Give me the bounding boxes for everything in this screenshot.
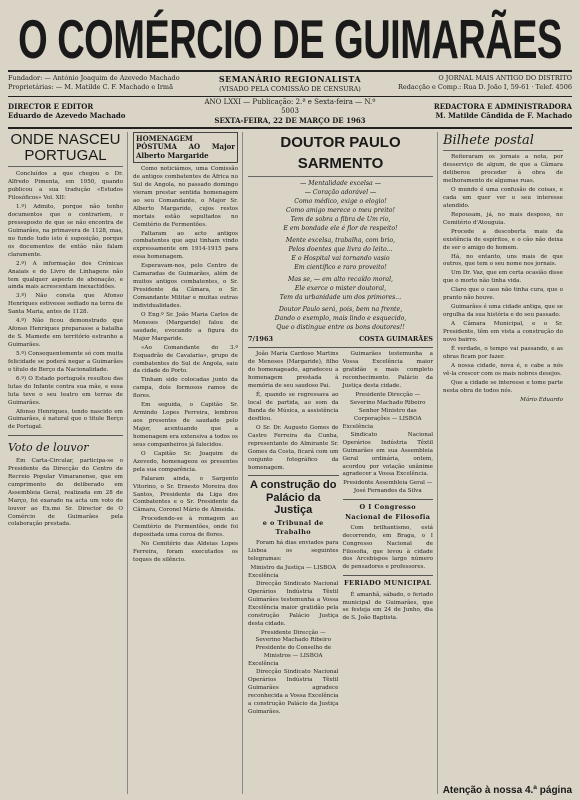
column-2 xyxy=(133,132,243,794)
date-line: SEXTA-FEIRA, 22 DE MARÇO DE 1963 xyxy=(214,115,366,125)
verse-line: Pelos doentes que livra do leito... xyxy=(288,246,393,254)
paragraph: 1.º) Admito, porque não tenho documentos que o contrariem, o pressuposto de que se não encontra de Guimarães, na primavera de 1128, mas, no fundo tudo isto é suposição, porque os documentos de então não falam claramente. xyxy=(8,204,123,258)
paragraph: Procede a descoberta mais da existência de espíritos, e o cão não deixa de ser o amigo do homem. xyxy=(443,228,563,251)
paragraph: 2.º) A informação dos Crónicas Anaiais e do Livro de Linhagens não tem qualquer aspecto de abonação, e ainda mais acrescentam inexactidões. xyxy=(8,260,123,291)
telegram-recipient: Presidente do Conselho de Ministros — LISBOA xyxy=(255,645,332,660)
paragraph: A nossa cidade, nova é, e cabe a nós vê-la crescer com os mais nobres desejos. xyxy=(443,362,563,377)
paragraph: Faltaram ao acto antigos combatentes que aqui tinham vindo expressamente em 1914-1915 para essa homenagem. xyxy=(133,230,238,261)
paragraph: Foram há dias enviados para Lisboa os seguintes telegramas: xyxy=(248,540,339,563)
headline-congresso: O I Congresso Nacional de Filosofia xyxy=(345,503,431,521)
split-columns xyxy=(248,351,433,717)
owners-line: Proprietárias: — M. Matilde C. F. Machado e Irmã xyxy=(8,82,173,91)
divider xyxy=(343,499,434,500)
issue-block xyxy=(196,98,384,125)
paragraph: Que a cidade se interesse e tome parte nesta obra de todos nós. xyxy=(443,379,563,394)
article-signature: Mário Eduardo xyxy=(520,397,563,404)
visado-line: (VISADO PELA COMISSÃO DE CENSURA) xyxy=(219,84,361,93)
subhead-tribunal: e o Tribunal de Trabalho xyxy=(262,518,324,536)
divider xyxy=(8,435,123,436)
headline-bilhete-postal: Bilhete postal xyxy=(443,132,563,151)
paragraph: Tinham sido colocadas junto da campa, dois formosos ramos de flores. xyxy=(133,377,238,400)
column-3 xyxy=(248,132,438,794)
paragraph: Direcção Sindicato Nacional Operários Indústria Têxtil Guimarães agradece reconhecida a Vossa Excelência a construção Palácio da Justiça Guimarães. xyxy=(248,669,339,715)
article-columns xyxy=(8,129,572,794)
paragraph: Direcção Sindicato Nacional Operários Indústria Têxtil Guimarães testemunha a Vossa Excelência maior gratidão pela construção Palácio Justiça desta cidade. xyxy=(248,580,339,627)
date-row xyxy=(8,97,572,129)
verse-line: Mente excelsa, trabalha, com brio, xyxy=(285,237,396,245)
paragraph: O Sr. Dr. Augusto Gomes de Castro Ferreira da Cunha, representante do Almirante Sr. Gomes da Costa, ficará com um conjunto fotográfico da homenagem. xyxy=(248,424,339,471)
telegram-recipient: Senhor Ministro das Corporações — LISBOA xyxy=(353,407,422,422)
founder-line: Fundador: — António Joaquim de Azevedo Machado xyxy=(8,74,180,82)
paragraph: Como noticiámos, uma Comissão de antigos combatentes de África no Sul de Angola, no passado domingo vieram prestar sentida homenagem ao seu Comandante, o Major Sr. Alberto Margaride, cujos restos mortais estão sepultados no Cemitério de Fermentões. xyxy=(133,166,238,228)
paragraph: Há, no entanto, uns mais de que outros, que tem o seu nome nos jornais. xyxy=(443,253,563,268)
column-4 xyxy=(443,132,563,794)
headline-feriado: FERIADO MUNICIPAL xyxy=(343,579,432,588)
paragraph: Falaram ainda, o Sargento Vitorino, o Sr. Ernesto Moreira dos Santos, Presidente da Liga dos Combatentes e o Sr. Presidente da Câmara, Coronel Mário de Almeida. xyxy=(133,475,238,514)
issue-line: ANO LXXI — Publicação: 2.ª e Sexta-feira — N.º 5003 xyxy=(204,97,376,115)
telegram-recipient: Ministro da Justiça — LISBOA xyxy=(250,565,336,571)
verse-line: Mas se, — em alto recaído moral, xyxy=(287,276,394,284)
poem-author: COSTA GUIMARÃES xyxy=(359,335,433,344)
paragraph: O Capitão Sr. Joaquim de Azevedo, homenageou os presentes pela sua comparência. xyxy=(133,450,238,473)
admin-label: REDACTORA E ADMINISTRADORA xyxy=(433,102,572,112)
paragraph: Em Carta-Circular, participa-se o Presidente da Direcção do Centro de Recreio Popular Vimaranense, que em cumprimento do deliberado em Assembleia Geral, realizada em 28 de Março, foi exarado na acta um voto de louvor ao Ex.mo Sr. Director de O Comércio de Guimarães pela colaboração prestada. xyxy=(8,457,123,528)
verse-line: Dando o exemplo, mais lindo e esquecido, xyxy=(274,315,407,323)
verse-line: Tem da urbanidade um dos primores... xyxy=(279,294,402,302)
verse-line: Em científico e raro proveito! xyxy=(294,264,387,272)
paragraph: Procedendo-se à romagem ao Cemitério de Fermentões, onde foi depositada uma coroa de flores. xyxy=(133,516,238,539)
paragraph: Excelência xyxy=(248,661,279,668)
paragraph: «Ao Comandante do 3.º Esquadrão de Cavalaria», grupo de combatentes do Sul de Angola, saiu da cidade do Porto. xyxy=(133,344,238,375)
verse-line: Ele exerce o mister doutoral, xyxy=(294,285,387,293)
poem xyxy=(248,180,433,333)
telegram-signature: Presidente Direcção — Severino Machado Ribeiro xyxy=(255,629,331,644)
footer-notice: Atenção à nossa 4.ª página xyxy=(442,785,572,796)
paragraph: Guimarães testemunha a Vossa Excelência maior gratidão e mais completo reconhecimento. Palácio da Justiça desta cidade. xyxy=(342,351,433,390)
verse-line: Que o distingue entre os bons doutores!! xyxy=(276,324,405,332)
paragraph: Sindicato Nacional Operários Indústria Têxtil Guimarães em sua Assembleia Geral ordinária, ontem, acordou por votação unânime agradecer a Vossa Excelência. xyxy=(342,431,433,478)
paragraph: Excelência xyxy=(342,423,374,430)
divider xyxy=(343,575,434,576)
headline-palacio-justica: A construção do Palácio da Justiça xyxy=(250,479,337,516)
paragraph: João Maria Cardoso Martins de Meneses (Margaride), filho do homenageado, agradeceu a homenagem prestada à memória de seu saudoso Pai. xyxy=(248,351,339,390)
paragraph: Excelência xyxy=(248,572,279,579)
verse-line: Doutor Paulo será, pois, bem na frente, xyxy=(278,306,403,314)
director-label: DIRECTOR E EDITOR xyxy=(8,102,94,112)
column-1 xyxy=(8,132,128,794)
verse-line: E em bondade ele é flor de respeito! xyxy=(283,225,398,233)
verse-line: — Coração adorável — xyxy=(304,189,377,197)
poem-signature xyxy=(248,335,433,344)
paragraph: O Eng.º Sr. João Maria Carlos de Meneses (Margaride) falou de saudade, evocando a figura do Major Margaride. xyxy=(133,311,238,342)
telegram-signature: Presidente Assembleia Geral — José Fernandes da Silva xyxy=(343,480,433,495)
headline-homenagem: HOMENAGEM PÓSTUMA AO Major Alberto Margaride xyxy=(133,132,238,163)
headline-onde-nasceu: ONDE NASCEU PORTUGAL xyxy=(8,132,123,168)
paragraph: 3.º) Não consta que Afonso Henriques estivesse sediado na terra de Santa Maria, antes de 1128. xyxy=(8,293,123,316)
paragraph: No Cemitério das Aldeias Lopes Ferreira, foram executados os toques de silêncio. xyxy=(133,541,238,564)
paragraph: 5.º) Consequentemente só com muita felicidade se poderá negar a Guimarães o título de Berço da Nacionalidade. xyxy=(8,350,123,373)
paragraph: Guimarães é uma cidade antiga, que se orgulha da sua história e do seu passado. xyxy=(443,304,563,319)
verse-line: Como médico, exige o elogio! xyxy=(294,198,387,206)
director-block xyxy=(8,102,196,120)
paragraph: Com brilhantismo, está decorrendo, em Braga, o I Congresso Nacional de Filosofia, que levou à cidade dos Arcebispos largo número de pensadores e professores. xyxy=(342,524,433,571)
paragraph: É, quando se regressava ao local de partida, ao som da Banda de Música, a assistência desfilou. xyxy=(248,392,339,422)
paragraph: Repousam, já, no mais desposo, no Cemitério d'Atouguia. xyxy=(443,211,563,226)
paragraph: Afonso Henriques, tendo nascido em Guimarães, é natural que o titule Berço de Portugal. xyxy=(8,408,123,431)
paragraph: A Câmara Municipal, e o Sr. Presidente, têm em vista a construção do novo bairro. xyxy=(443,321,563,343)
split-left xyxy=(248,351,339,717)
paragraph: 4.º) Não ficou demonstrado que Afonso Henriques preparasse a batalha de S. Mamede em território estranho a Guimarães. xyxy=(8,318,123,349)
paragraph: Claro que o caso não tinha cura, que o pranto não houve. xyxy=(443,287,563,302)
masthead-title: O COMÉRCIO DE GUIMARÃES xyxy=(18,10,562,71)
split-right xyxy=(343,351,434,717)
divider xyxy=(248,347,433,348)
poem-date: 7/1963 xyxy=(248,335,273,344)
paragraph: Esperavam-nos, pelo Centro de Camaradas de Guimarães, além de muitos antigos combatentes, o Sr. Presidente da Câmara, o Sr. Comandante Militar e muitas outras individualidades. xyxy=(133,263,238,309)
verse-line: E o Hospital vai tornando vasio xyxy=(291,255,390,263)
divider xyxy=(248,475,339,476)
admin-block xyxy=(384,102,572,120)
paragraph: Em seguida, o Capitão Sr. Armindo Lopes Ferreira, lembrou aos presentes de saudade pelo Major, acentuando que a homenagem era extensiva a todos os seus companheiros já falecidos. xyxy=(133,402,238,448)
paragraph: O mundo é uma confusão de coisas, e cada um quer ver o seu interesse atendido. xyxy=(443,187,563,209)
headline-paulo-sarmento: DOUTOR PAULO SARMENTO xyxy=(248,132,433,178)
verse-line: — Mentalidade excelsa — xyxy=(300,180,381,188)
verse-line: Tem de sobra a fibra de Um rio, xyxy=(290,216,391,224)
admin-name: M. Matilde Cândida de F. Machado xyxy=(435,111,572,121)
telegram-signature: Presidente Direcção — Severino Machado Ribeiro xyxy=(350,392,426,407)
paragraph: É amanhã, sábado, o feriado municipal de Guimarães, que se festeja em 24 de Junho, dia de S. João Baptista. xyxy=(342,591,433,622)
verse-line: Como amigo merece o meu preito! xyxy=(286,207,395,215)
address-line: Redacção e Comp.: Rua D. João I, 59-61 · Telef. 4506 xyxy=(398,82,572,91)
paragraph: É verdade, o tempo vai passando, e as obras ficam por fazer. xyxy=(443,345,563,360)
paragraph: Reiteraram os jornais a nota, por desserviço de algum, de que a Câmara deliberou proceder à obra de melhoramento de algumas ruas. xyxy=(443,154,563,185)
weekly-label: SEMANÁRIO REGIONALISTA xyxy=(218,74,362,84)
headline-voto-louvor: Voto de louvor xyxy=(8,441,89,455)
paragraph: Concluídos a que chegou o Dr. Alfredo Pimenta, em 1950, quando publicou a sua tradução «Estudos Filosóficos» Vol. XII: xyxy=(8,171,123,202)
paragraph: 6.º) O Estado português resultou das lutas do Infante contra sua mãe, e essa luta teve o seu teatro em terras de Guimarães. xyxy=(8,375,123,406)
oldest-line: O JORNAL MAIS ANTIGO DO DISTRITO xyxy=(438,74,572,82)
paragraph: Um Dr. Vaz, que em certa ocasião disse que o morto não tinha vida. xyxy=(443,270,563,285)
director-name: Eduardo de Azevedo Machado xyxy=(8,111,126,121)
